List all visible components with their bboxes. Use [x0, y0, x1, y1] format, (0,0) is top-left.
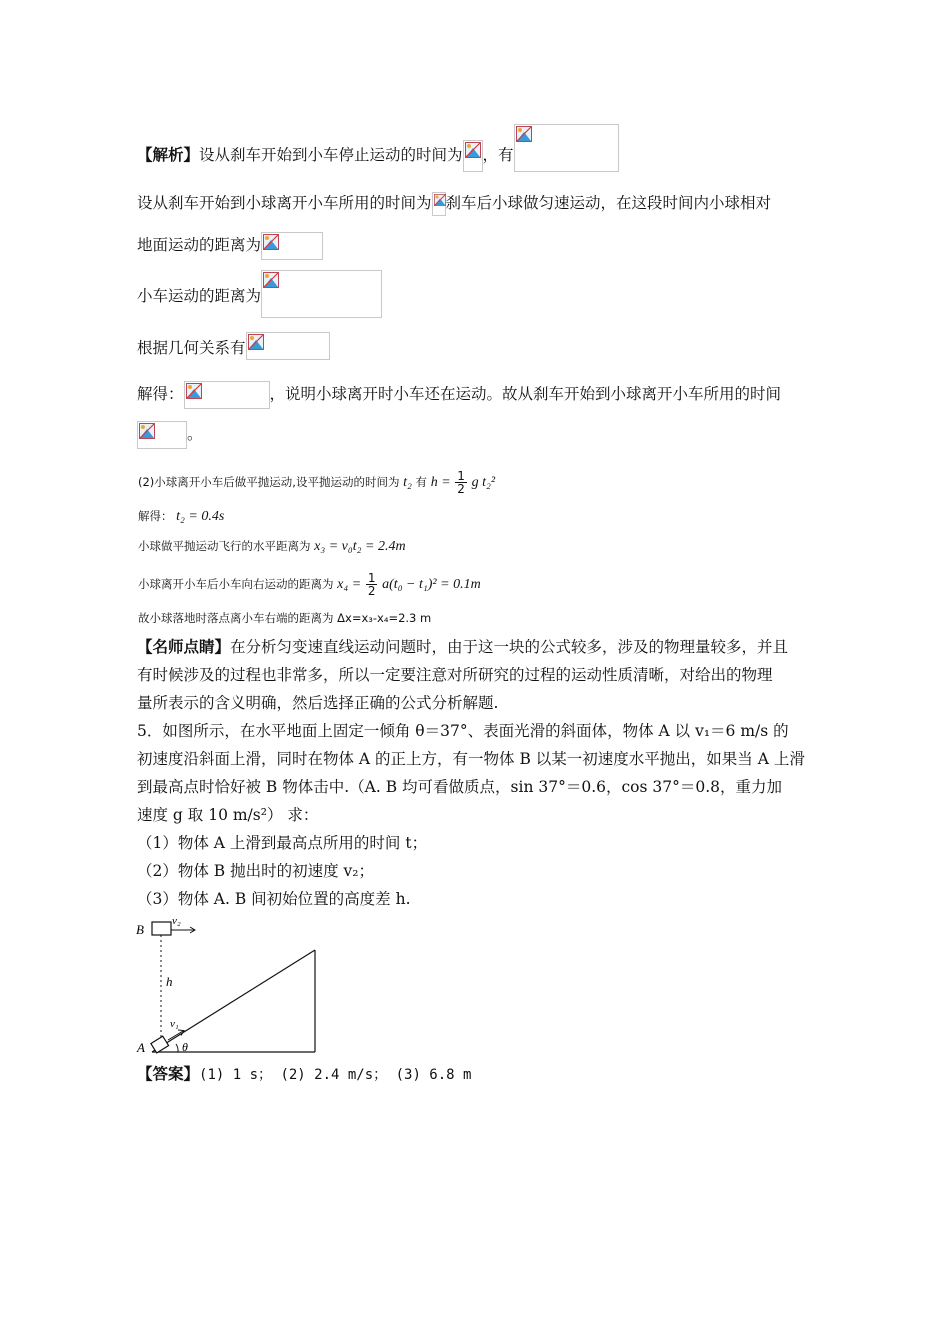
label-b: B — [136, 922, 144, 937]
incline-figure — [130, 912, 330, 1062]
analysis-text-1: 设从刹车开始到小车停止运动的时间为 — [199, 146, 463, 164]
analysis-text-3: 地面运动的距离为 — [137, 236, 262, 254]
sub-question-3: （3）物体 A. B 间初始位置的高度差 h. — [137, 890, 411, 908]
block-b — [152, 922, 171, 935]
fraction-numerator: 1 — [457, 469, 465, 483]
part2-text-1: (2)小球离开小车后做平抛运动,设平抛运动的时间为 — [138, 475, 400, 489]
question-5 — [137, 717, 817, 913]
part2-line-1 — [138, 470, 495, 495]
part2-text-2: 解得： — [138, 509, 173, 523]
math-g-t2: g t₂² — [471, 475, 496, 490]
broken-image-icon — [514, 124, 619, 172]
math-t2: t₂ — [403, 475, 412, 490]
tip-text-3: 量所表示的含义明确，然后选择正确的公式分析解题. — [137, 694, 499, 712]
math-t2-result: t₂ = 0.4s — [176, 509, 225, 524]
sub-question-2: （2）物体 B 抛出时的初速度 v₂； — [137, 862, 375, 880]
broken-image-icon — [137, 421, 187, 449]
analysis-text-7: 。 — [187, 425, 203, 443]
tip-text-2: 有时候涉及的过程也非常多，所以一定要注意对所研究的过程的运动性质清晰，对给出的物理 — [137, 666, 773, 684]
analysis-text-6: 解得： — [137, 385, 184, 403]
question-line-4: 速度 g 取 10 m/s²） 求： — [137, 806, 319, 824]
question-line-3: 到最高点时恰好被 B 物体击中.（A. B 均可看做质点，sin 37°＝0.6，cos 37°＝0.8，重力加 — [137, 778, 783, 796]
analysis-line-4 — [137, 286, 382, 318]
analysis-text-4: 小车运动的距离为 — [137, 287, 262, 305]
label-h: h — [166, 974, 173, 989]
analysis-line-7 — [137, 421, 203, 449]
analysis-line-2 — [137, 192, 771, 216]
part2-line-5: 故小球落地时落点离小车右端的距离为 Δx=x₃-x₄=2.3 m — [138, 611, 432, 625]
analysis-text-1b: ，有 — [482, 146, 514, 164]
broken-image-icon — [432, 192, 446, 216]
answer-label: 【答案】 — [137, 1064, 200, 1083]
analysis-label: 【解析】 — [137, 145, 200, 164]
part2-line-3 — [138, 538, 406, 555]
velocity-arrow-v1 — [168, 1031, 183, 1040]
analysis-line-5 — [137, 338, 330, 360]
part2-line-4 — [138, 572, 481, 597]
label-theta: θ — [182, 1040, 188, 1054]
label-a: A — [137, 1040, 145, 1055]
fraction-denominator: 2 — [367, 584, 376, 598]
analysis-text-2: 设从刹车开始到小球离开小车所用的时间为 — [137, 194, 432, 212]
answer-line — [137, 1064, 471, 1085]
broken-image-icon — [184, 381, 270, 409]
analysis-text-5: 根据几何关系有 — [137, 339, 246, 357]
analysis-text-2b: 刹车后小球做匀速运动，在这段时间内小球相对 — [445, 194, 772, 212]
analysis-line-3 — [137, 232, 323, 260]
tip-text-1: 在分析匀变速直线运动问题时，由于这一块的公式较多，涉及的物理量较多，并且 — [230, 638, 789, 656]
broken-image-icon — [261, 270, 382, 318]
math-x3: x₃ = v₀t₂ = 2.4m — [314, 539, 406, 554]
broken-image-icon — [463, 140, 483, 172]
tip-paragraph — [137, 633, 817, 717]
fraction — [366, 572, 378, 597]
part2-text-3: 小球做平抛运动飞行的水平距离为 — [138, 539, 311, 553]
analysis-text-6b: ，说明小球离开时小车还在运动。故从刹车开始到小球离开小车所用的时间 — [269, 385, 782, 403]
math-x4: x₄ = — [337, 577, 362, 592]
label-v2: v₂ — [172, 915, 181, 927]
label-v1: v₁ — [170, 1018, 179, 1030]
sub-question-1: （1）物体 A 上滑到最高点所用的时间 t； — [137, 834, 428, 852]
tip-label: 【名师点睛】 — [137, 637, 231, 656]
question-line-1: 5．如图所示，在水平地面上固定一倾角 θ＝37°、表面光滑的斜面体，物体 A 以 v₁＝6 m/s 的 — [137, 722, 789, 740]
math-h: h = — [430, 475, 451, 490]
part2-line-2 — [138, 508, 224, 525]
fraction-numerator: 1 — [367, 571, 376, 585]
fraction — [455, 470, 467, 495]
broken-image-icon — [261, 232, 323, 260]
answer-text: (1) 1 s； (2) 2.4 m/s； (3) 6.8 m — [199, 1067, 472, 1083]
question-line-2: 初速度沿斜面上滑，同时在物体 A 的正上方，有一物体 B 以某一初速度水平抛出，如果当 A 上滑 — [137, 750, 805, 768]
broken-image-icon — [246, 332, 330, 360]
analysis-line-1 — [137, 140, 619, 172]
math-x4-rest: a(t₀ − t₁)² = 0.1m — [382, 577, 481, 592]
part2-text-4: 小球离开小车后小车向右运动的距离为 — [138, 577, 334, 591]
part2-text-1b: 有 — [415, 475, 428, 489]
analysis-line-6 — [137, 381, 781, 409]
angle-arc — [176, 1044, 178, 1052]
fraction-denominator: 2 — [457, 482, 465, 496]
incline-slope — [152, 950, 315, 1052]
